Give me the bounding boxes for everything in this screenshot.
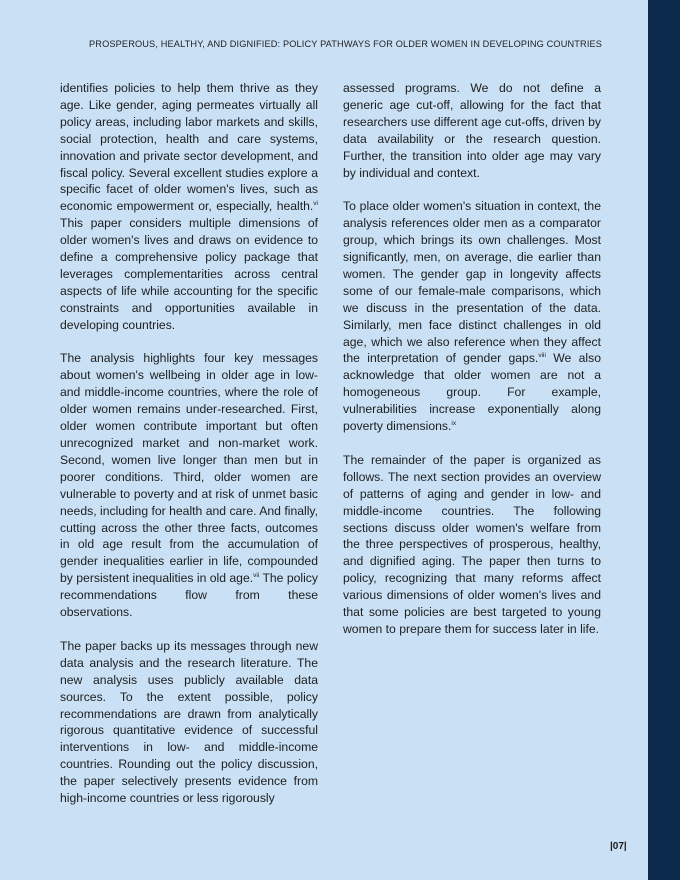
left-paragraph-2	[60, 350, 318, 621]
left-column	[60, 80, 318, 807]
sidebar-band	[648, 0, 680, 880]
right-paragraph-2	[343, 198, 601, 435]
text-run: This paper considers multiple dimensions of older women's lives and draws on evidence to define a comprehensive policy package that leverages complementarities across central aspects of life while accounting for the specific constraints and opportunities available in developing countries.	[60, 216, 318, 332]
left-paragraph-1	[60, 80, 318, 334]
text-run: To place older women's situation in context, the analysis references older men as a comparator group, which brings its own challenges. Most significantly, men, on average, die earlier than women. The gender gap in longevity affects some of our female-male comparisons, which we discuss in the presentation of the data. Similarly, men face distinct challenges in old age, which we also reference when they affect the interpretation of gender gaps.	[343, 199, 601, 366]
running-header: PROSPEROUS, HEALTHY, AND DIGNIFIED: POLICY PATHWAYS FOR OLDER WOMEN IN DEVELOPING COUNTRIES	[89, 39, 603, 49]
footnote-ref: viii	[538, 352, 546, 360]
text-run: We also acknowledge that older women are not a homogeneous group. For example, vulnerabilities increase exponentially along poverty dimensions.	[343, 351, 601, 434]
footnote-ref: vii	[253, 572, 260, 580]
right-paragraph-1: assessed programs. We do not define a generic age cut-off, allowing for the fact that researchers use different age cut-offs, driven by data availability or the research question. Further, the transition into older age may vary by individual and context.	[343, 81, 601, 180]
text-run: identifies policies to help them thrive as they age. Like gender, aging permeates virtually all policy areas, including labor markets and skills, social protection, health and care systems, innovation and private sector development, and fiscal policy. Several excellent studies explore a specific facet of older women's lives, such as economic empowerment or, especially, health.	[60, 81, 318, 214]
text-run: The policy recommendations flow from these observations.	[60, 571, 318, 620]
footnote-ref: ix	[451, 420, 457, 428]
left-paragraph-3: The paper backs up its messages through new data analysis and the research literature. The new analysis uses publicly available data sources. To the extent possible, policy recommendations are drawn from analytically rigorous quantitative evidence of successful interventions in low- and middle-income countries. Rounding out the policy discussion, the paper selectively presents evidence from high-income countries or less rigorously	[60, 638, 318, 806]
right-column	[343, 80, 601, 638]
text-run: The analysis highlights four key messages about women's wellbeing in older age in low- and middle-income countries, where the role of older women remains under-researched. First, older women contribute important but often unrecognized market and non-market work. Second, women live longer than men but in poorer conditions. Third, older women are vulnerable to poverty and at risk of unmet basic needs, including for health and care. And finally, cutting across the other three facts, outcomes in old age result from the accumulation of gender inequalities earlier in life, compounded by persistent inequalities in old age.	[60, 351, 318, 586]
right-paragraph-3: The remainder of the paper is organized as follows. The next section provides an overview of patterns of aging and gender in low- and middle-income countries. The following sections discuss older women's welfare from the three perspectives of prosperous, healthy, and dignified aging. The paper then turns to policy, recognizing that many reforms affect various dimensions of older women's lives and that some policies are best targeted to young women to prepare them for success later in life.	[343, 452, 601, 636]
footnote-ref: vi	[313, 200, 318, 208]
page-number: |07|	[610, 841, 627, 852]
